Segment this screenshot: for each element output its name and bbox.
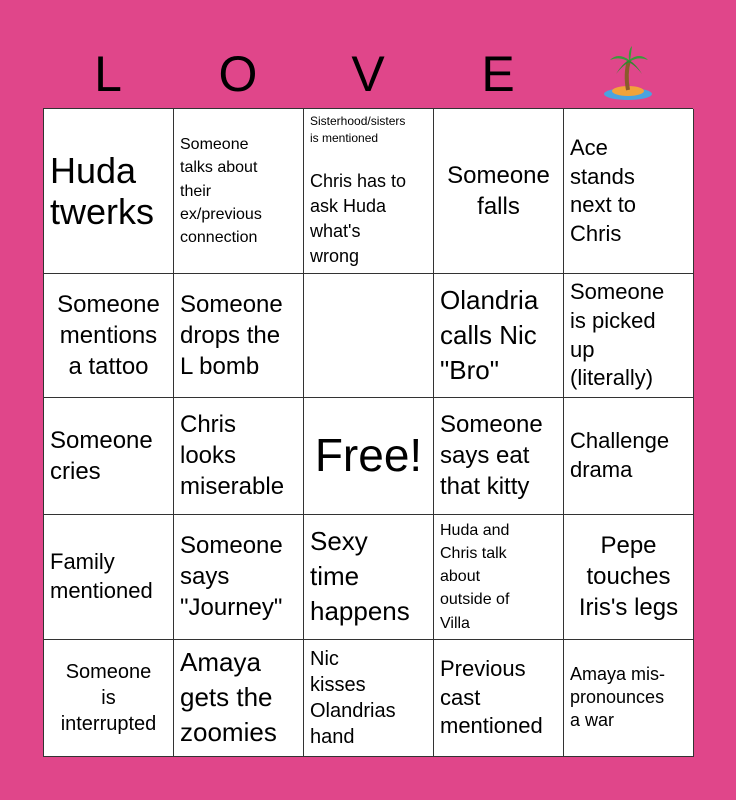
bingo-cell-r3c2[interactable]: Chris looks miserable: [174, 398, 304, 515]
bingo-cell-r4c2[interactable]: Someone says "Journey": [174, 515, 304, 640]
header-letter-e: E: [481, 46, 515, 102]
bingo-cell-r5c3[interactable]: Nic kisses Olandrias hand: [304, 640, 434, 757]
bingo-cell-r1c3-text-b: Chris has to ask Huda what's wrong: [310, 170, 407, 267]
bingo-cell-r3c5[interactable]: Challenge drama: [564, 398, 694, 515]
bingo-cell-r3c1[interactable]: Someone cries: [44, 398, 174, 515]
free-space[interactable]: Free!: [304, 398, 434, 515]
bingo-cell-r1c4[interactable]: Someone falls: [434, 109, 564, 274]
bingo-cell-r4c1[interactable]: Family mentioned: [44, 515, 174, 640]
header-letter-v: V: [351, 46, 385, 102]
bingo-cell-r1c2[interactable]: Someone talks about their ex/previous connection: [174, 109, 304, 274]
bingo-cell-r1c3[interactable]: [304, 109, 434, 274]
bingo-cell-r1c5[interactable]: Ace stands next to Chris: [564, 109, 694, 274]
bingo-cell-r3c4[interactable]: Someone says eat that kitty: [434, 398, 564, 515]
bingo-cell-r2c3[interactable]: [304, 274, 434, 397]
palm-tree-island-icon: [563, 40, 693, 108]
bingo-cell-r1c3-text-a: Sisterhood/sisters is mentioned: [310, 114, 406, 145]
bingo-cell-r4c5[interactable]: Pepe touches Iris's legs: [564, 515, 694, 640]
bingo-cell-r5c5[interactable]: Amaya mis- pronounces a war: [564, 640, 694, 757]
bingo-cell-r1c1[interactable]: Huda twerks: [44, 109, 174, 274]
bingo-header: [43, 40, 693, 108]
bingo-cell-r2c1[interactable]: Someone mentions a tattoo: [44, 274, 174, 397]
bingo-cell-r2c5[interactable]: Someone is picked up (literally): [564, 274, 694, 397]
bingo-board: [43, 108, 693, 757]
bingo-cell-r4c4[interactable]: Huda and Chris talk about outside of Villa: [434, 515, 564, 640]
bingo-cell-r2c2[interactable]: Someone drops the L bomb: [174, 274, 304, 397]
bingo-cell-r5c1[interactable]: Someone is interrupted: [44, 640, 174, 757]
bingo-cell-r2c4[interactable]: Olandria calls Nic "Bro": [434, 274, 564, 397]
bingo-cell-r4c3[interactable]: Sexy time happens: [304, 515, 434, 640]
header-letter-o: O: [218, 46, 258, 102]
bingo-cell-r5c4[interactable]: Previous cast mentioned: [434, 640, 564, 757]
header-letter-l: L: [94, 46, 122, 102]
bingo-cell-r5c2[interactable]: Amaya gets the zoomies: [174, 640, 304, 757]
